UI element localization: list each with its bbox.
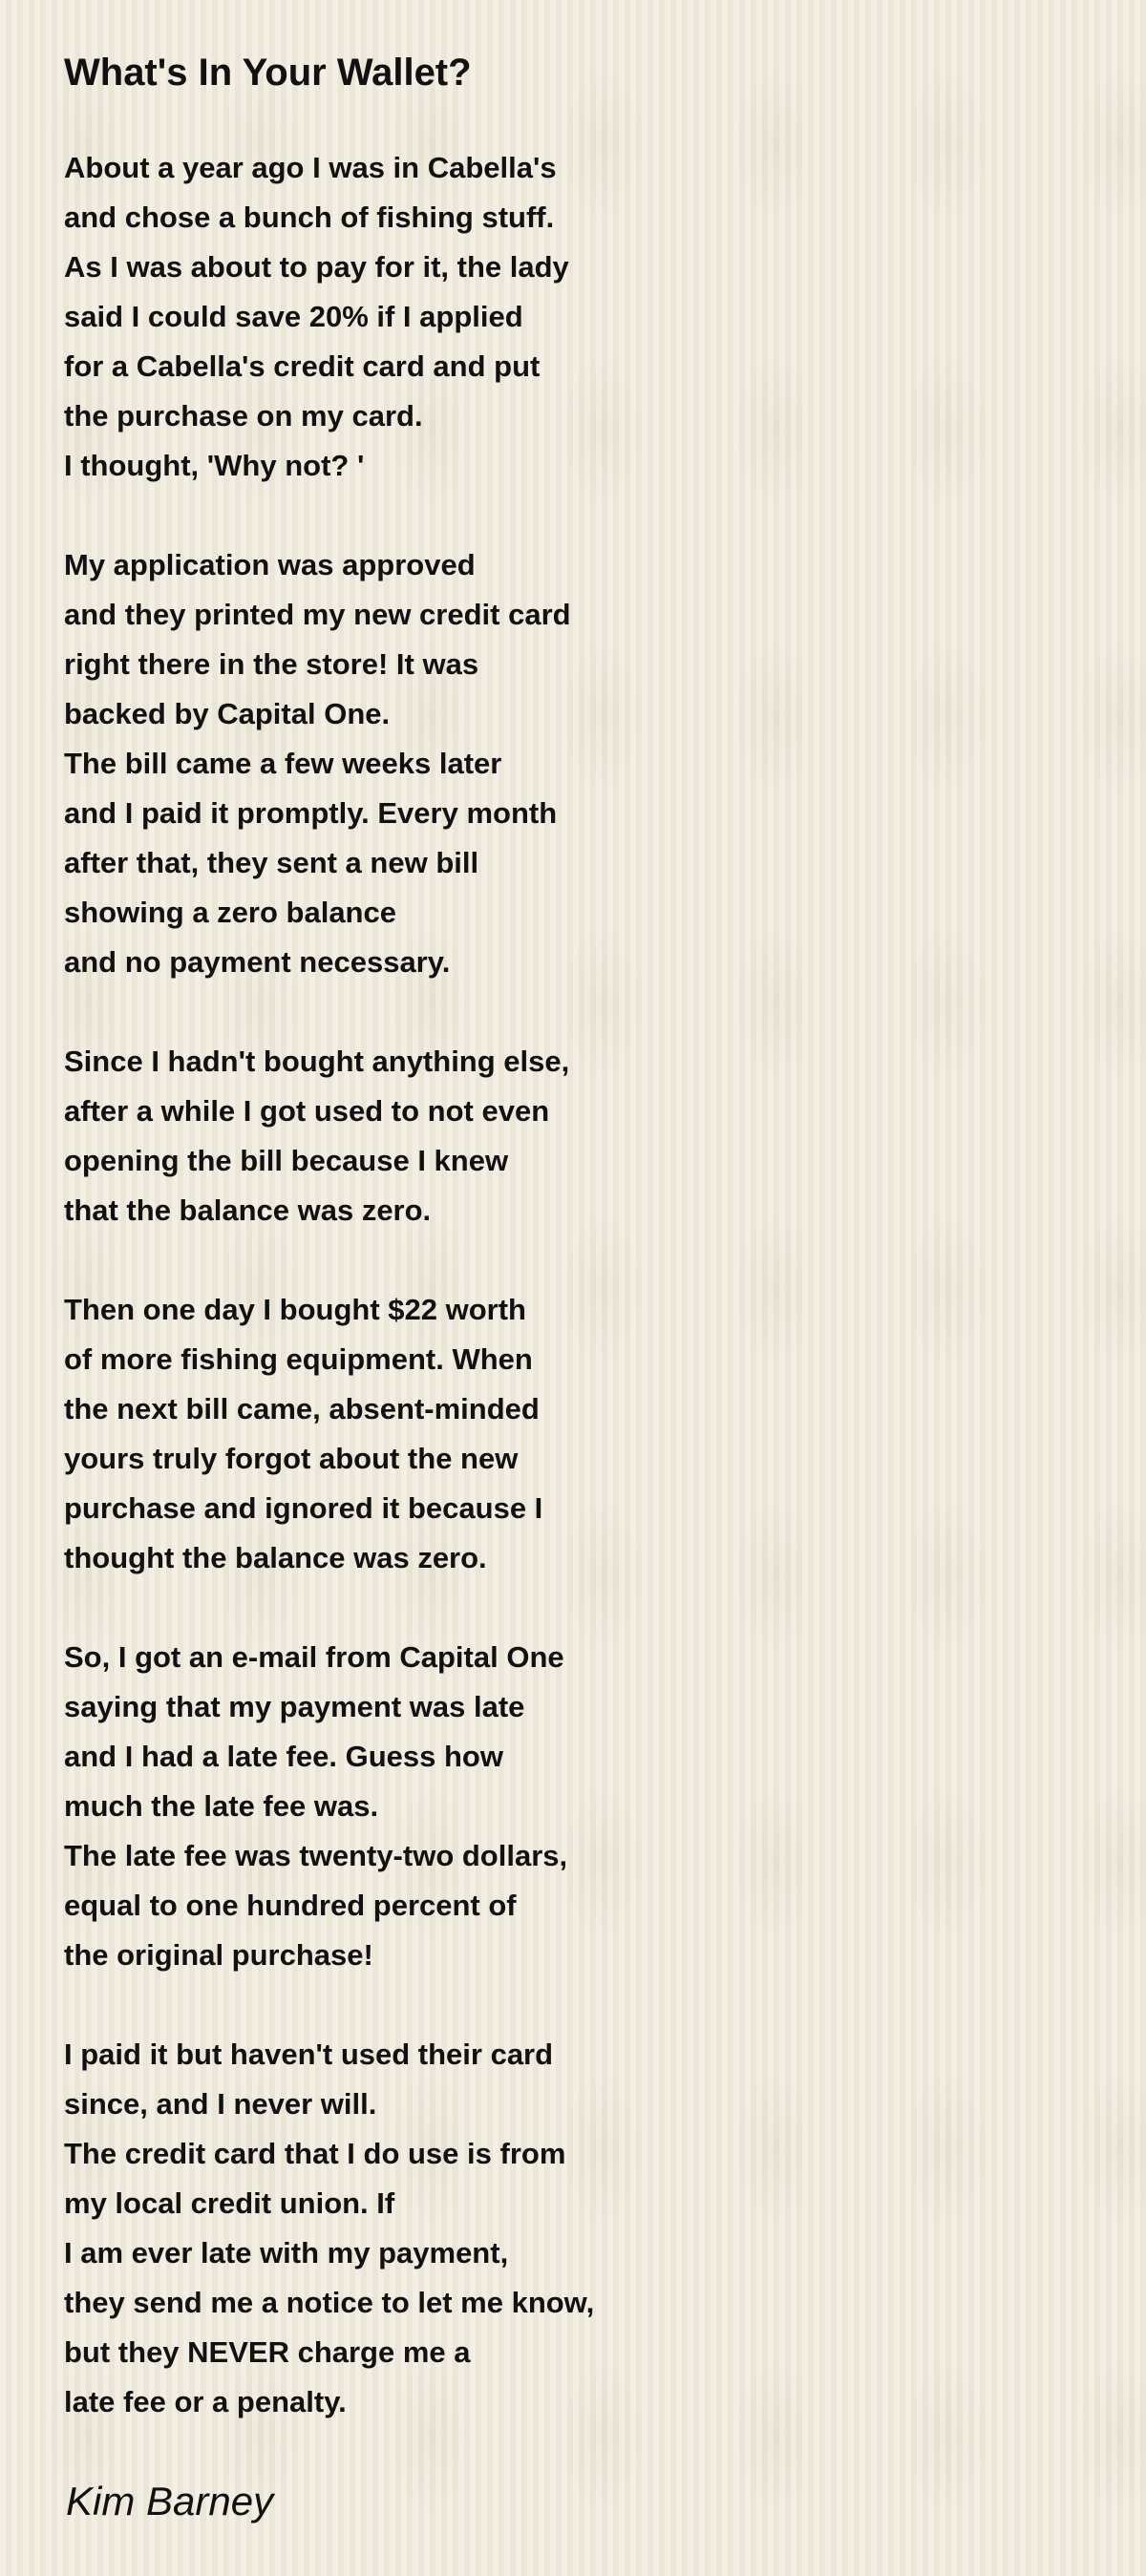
poem-line: My application was approved [64, 548, 476, 581]
poem-line: opening the bill because I knew [64, 1144, 509, 1177]
stanza-2 [64, 540, 1095, 987]
poem-line: Since I hadn't bought anything else, [64, 1045, 570, 1078]
poem-author: Kim Barney [66, 2479, 274, 2523]
poem-line: since, and I never will. [64, 2087, 377, 2121]
poem-line: the original purchase! [64, 1938, 373, 1972]
poem-line: and I had a late fee. Guess how [64, 1740, 503, 1773]
poem-line: I am ever late with my payment, [64, 2236, 509, 2270]
poem-line: The late fee was twenty-two dollars, [64, 1839, 568, 1872]
poem-line: much the late fee was. [64, 1789, 379, 1823]
poem-line: the purchase on my card. [64, 399, 423, 433]
poem-line: Then one day I bought $22 worth [64, 1293, 526, 1326]
poem-line: after a while I got used to not even [64, 1094, 550, 1128]
poem-line: I paid it but haven't used their card [64, 2038, 554, 2071]
poem-line: saying that my payment was late [64, 1690, 525, 1723]
stanza-6 [64, 2030, 1095, 2427]
poem-line: but they NEVER charge me a [64, 2335, 471, 2369]
poem-line: for a Cabella's credit card and put [64, 349, 541, 383]
poem-line: and chose a bunch of fishing stuff. [64, 201, 555, 234]
poem-line: and they printed my new credit card [64, 598, 571, 631]
poem-line: and no payment necessary. [64, 945, 451, 979]
poem-line: The credit card that I do use is from [64, 2137, 566, 2170]
poem-line: my local credit union. If [64, 2186, 395, 2220]
poem-body [64, 143, 1095, 2427]
poem-line: right there in the store! It was [64, 647, 479, 681]
stanza-4 [64, 1285, 1095, 1583]
poem-line: As I was about to pay for it, the lady [64, 250, 569, 284]
poem-line: late fee or a penalty. [64, 2385, 347, 2418]
stanza-3 [64, 1037, 1095, 1235]
poem-line: purchase and ignored it because I [64, 1491, 543, 1525]
poem-line: equal to one hundred percent of [64, 1889, 517, 1922]
poem-line: thought the balance was zero. [64, 1541, 487, 1574]
poem-line: said I could save 20% if I applied [64, 300, 523, 333]
poem-line: after that, they sent a new bill [64, 846, 479, 879]
poem-line: The bill came a few weeks later [64, 747, 502, 780]
poem-line: yours truly forgot about the new [64, 1442, 519, 1475]
poem-line: the next bill came, absent-minded [64, 1392, 540, 1425]
poem-line: of more fishing equipment. When [64, 1342, 533, 1376]
poem-line: showing a zero balance [64, 896, 396, 929]
poem-title: What's In Your Wallet? [64, 52, 472, 94]
stanza-5 [64, 1633, 1095, 1980]
poem-line: backed by Capital One. [64, 697, 391, 730]
poem-line: they send me a notice to let me know, [64, 2286, 595, 2319]
poem-line: I thought, 'Why not? ' [64, 449, 365, 482]
stanza-1 [64, 143, 1095, 491]
poem-line: that the balance was zero. [64, 1193, 432, 1227]
poem-line: So, I got an e-mail from Capital One [64, 1640, 564, 1674]
poem-line: About a year ago I was in Cabella's [64, 151, 557, 184]
poem-line: and I paid it promptly. Every month [64, 796, 558, 830]
